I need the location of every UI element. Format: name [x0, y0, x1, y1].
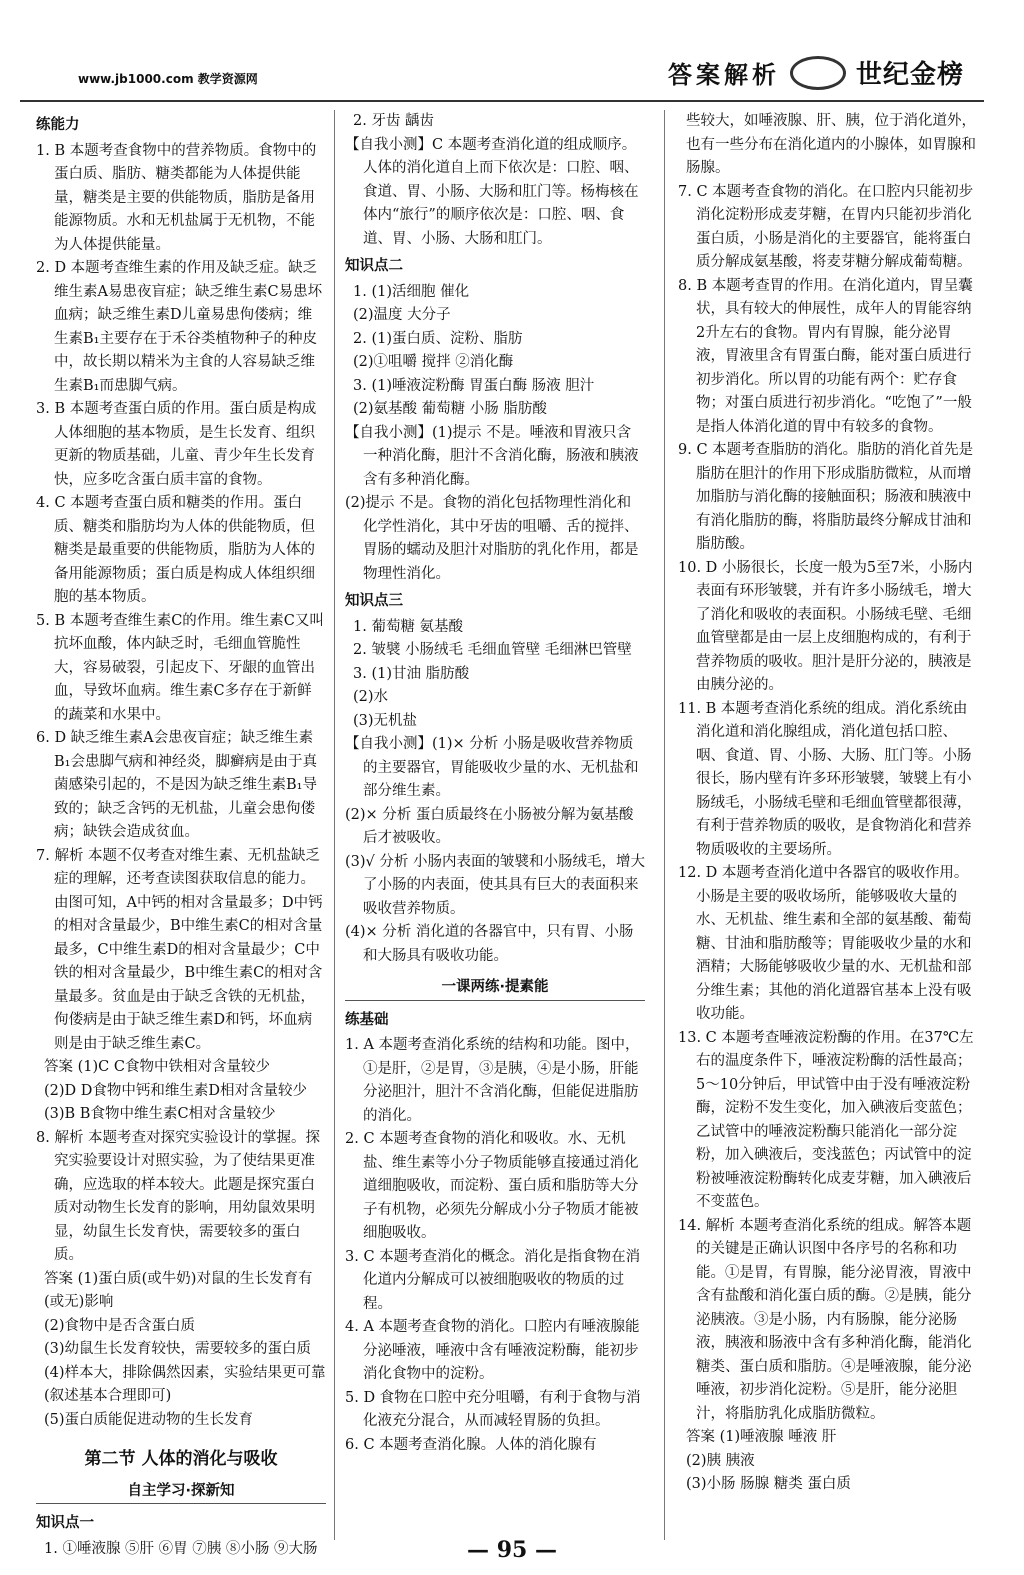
answer-paragraph: (2)氨基酸 葡萄糖 小肠 脂肪酸 — [353, 401, 547, 417]
answer-paragraph: 14. 解析 本题考查消化系统的组成。解答本题的关键是正确认识图中各序号的名称和功能。①是胃，有胃腺，能分泌胃液，胃液中含有盐酸和消化蛋白质的酶。②是胰，能分泌胰液。③是小肠，内有肠腺，能分泌肠液，胰液和肠液中含有多种消化酶，能消化糖类、蛋白质和脂肪。④是唾液腺，能分泌唾液，初步消化淀粉。⑤是肝，能分泌胆汁，将脂肪乳化成脂肪微粒。 — [678, 1217, 972, 1422]
answer-paragraph: 2. (1)蛋白质、淀粉、脂肪 — [353, 330, 523, 347]
answer-paragraph: 2. D 本题考查维生素的作用及缺乏症。缺乏维生素A易患夜盲症；缺乏维生素C易患坏血病；缺乏维生素D儿童易患佝偻病；维生素B₁主要存在于禾谷类植物种子的种皮中，故长期以精米为主食的人容易缺乏维生素B₁而患脚气病。 — [36, 260, 323, 394]
answer-paragraph: (2)水 — [353, 689, 389, 705]
column-divider — [664, 110, 665, 1540]
answer-paragraph: 1. B 本题考查食物中的营养物质。食物中的蛋白质、脂肪、糖类都能为人体提供能量，糖类是主要的供能物质，脂肪是备用能源物质。水和无机盐属于无机物，不能为人体提供能量。 — [36, 142, 317, 253]
answer-paragraph: 1. ①唾液腺 ⑤肝 ⑥胃 ⑦胰 ⑧小肠 ⑨大肠 — [44, 1540, 318, 1557]
answer-paragraph: 12. D 本题考查消化道中各器官的吸收作用。小肠是主要的吸收场所，能够吸收大量的水、无机盐、维生素和全部的氨基酸、葡萄糖、甘油和脂肪酸等；胃能吸收少量的水和酒精；大肠能够吸收少量的水、无机盐和部分维生素；其他的消化道器官基本上没有吸收功能。 — [678, 865, 972, 1022]
answer-paragraph: 3. (1)甘油 脂肪酸 — [353, 665, 470, 682]
answer-paragraph: 7. 解析 本题不仅考查对维生素、无机盐缺乏症的理解，还考查读图获取信息的能力。由图可知，A中钙的相对含量最多；D中钙的相对含量最少，B中维生素C的相对含量最多，C中维生素D的相对含量最少；C中铁的相对含量最少，B中维生素C的相对含量最多。贫血是由于缺乏含铁的无机盐，佝偻病是由于缺乏维生素D和钙，坏血病则是由于缺乏维生素C。 — [36, 847, 323, 1052]
answer-paragraph: (3)幼鼠生长发育较快，需要较多的蛋白质 — [44, 1341, 312, 1357]
answer-paragraph: (5)蛋白质能促进动物的生长发育 — [44, 1411, 254, 1428]
answer-paragraph: 3. (1)唾液淀粉酶 胃蛋白酶 肠液 胆汁 — [353, 377, 595, 394]
answer-paragraph: (3)√ 分析 小肠内表面的皱襞和小肠绒毛，增大了小肠的内表面，使其具有巨大的表面积来吸收营养物质。 — [345, 853, 645, 917]
answer-paragraph: (2)①咀嚼 搅拌 ②消化酶 — [353, 354, 514, 370]
section-heading: 知识点三 — [345, 593, 403, 609]
answer-paragraph: 2. 皱襞 小肠绒毛 毛细血管壁 毛细淋巴管壁 — [353, 642, 632, 658]
section-heading: 知识点二 — [345, 258, 403, 274]
answer-paragraph: 3. B 本题考查蛋白质的作用。蛋白质是构成人体细胞的基本物质，是生长发育、组织更新的物质基础，儿童、青少年生长发育快，应多吃含蛋白质丰富的食物。 — [36, 401, 317, 488]
column-1 — [36, 110, 326, 1561]
answer-paragraph: (3)小肠 肠腺 糖类 蛋白质 — [686, 1476, 851, 1492]
section-banner: 自主学习·探新知 — [36, 1480, 326, 1505]
answer-paragraph: 些较大，如唾液腺、肝、胰，位于消化道外，也有一些分布在消化道内的小腺体，如胃腺和肠腺。 — [686, 113, 976, 176]
answer-paragraph: 9. C 本题考查脂肪的消化。脂肪的消化首先是脂肪在胆汁的作用下形成脂肪微粒，从而增加脂肪与消化酶的接触面积；肠液和胰液中有消化脂肪的酶，将脂肪最终分解成甘油和脂肪酸。 — [678, 442, 974, 552]
chapter-title: 第二节 人体的消化与吸收 — [84, 1449, 278, 1469]
answer-paragraph: 11. B 本题考查消化系统的组成。消化系统由消化道和消化腺组成，消化道包括口腔、咽、食道、胃、小肠、大肠、肛门等。小肠很长，肠内壁有许多环形皱襞，皱襞上有小肠绒毛，小肠绒毛壁和毛细血管壁都很薄，有利于营养物质的吸收，是食物消化和营养物质吸收的主要场所。 — [678, 700, 972, 858]
answer-paragraph: 6. C 本题考查消化腺。人体的消化腺有 — [345, 1436, 597, 1453]
answer-paragraph: (3)B B食物中维生素C相对含量较少 — [44, 1106, 276, 1122]
answer-paragraph: 7. C 本题考查食物的消化。在口腔内只能初步消化淀粉形成麦芽糖，在胃内只能初步消化蛋白质，小肠是消化的主要器官，能将蛋白质分解成氨基酸，将麦芽糖分解成葡萄糖。 — [678, 183, 974, 270]
section-heading: 知识点一 — [36, 1515, 94, 1531]
header-rule — [20, 100, 984, 102]
answer-paragraph: 5. B 本题考查维生素C的作用。维生素C又叫抗坏血酸，体内缺乏时，毛细血管脆性大，容易破裂，引起皮下、牙龈的血管出血，导致坏血病。维生素C多存在于新鲜的蔬菜和水果中。 — [36, 612, 324, 723]
page-header — [0, 0, 1024, 104]
answer-paragraph: (2)胰 胰液 — [686, 1452, 755, 1469]
answer-paragraph: (4)样本大，排除偶然因素，实验结果更可靠(叙述基本合理即可) — [44, 1364, 326, 1404]
answer-paragraph: 8. B 本题考查胃的作用。在消化道内，胃呈囊状，具有较大的伸展性，成年人的胃能容纳2升左右的食物。胃内有胃腺，能分泌胃液，胃液里含有胃蛋白酶，能对蛋白质进行初步消化。所以胃的功能有两个：贮存食物；对蛋白质进行初步消化。“吃饱了”一般是指人体消化道的胃中有较多的食物。 — [678, 277, 973, 435]
answer-paragraph: (2)× 分析 蛋白质最终在小肠被分解为氨基酸后才被吸收。 — [345, 806, 634, 846]
answer-paragraph: 1. A 本题考查消化系统的结构和功能。图中，①是肝，②是胃，③是胰，④是小肠，肝能分泌胆汁，胆汁不含消化酶，但能促进脂肪的消化。 — [345, 1037, 640, 1124]
answer-paragraph: 答案 (1)蛋白质(或牛奶)对鼠的生长发育有(或无)影响 — [44, 1270, 313, 1310]
column-divider — [334, 110, 335, 1540]
answer-paragraph: (4)× 分析 消化道的各器官中，只有胃、小肠和大肠具有吸收功能。 — [345, 924, 634, 964]
answer-paragraph: 5. D 食物在口腔中充分咀嚼，有利于食物与消化液充分混合，从而减轻胃肠的负担。 — [345, 1389, 641, 1429]
answer-paragraph: (2)D D食物中钙和维生素D相对含量较少 — [44, 1082, 308, 1099]
answer-paragraph: 2. C 本题考查食物的消化和吸收。水、无机盐、维生素等小分子物质能够直接通过消化道细胞吸收，而淀粉、蛋白质和脂肪等大分子有机物，必须先分解成小分子物质才能被细胞吸收。 — [345, 1131, 639, 1241]
answer-paragraph: 10. D 小肠很长，长度一般为5至7米，小肠内表面有环形皱襞，并有许多小肠绒毛，增大了消化和吸收的表面积。小肠绒毛壁、毛细血管壁都是由一层上皮细胞构成的，有利于营养物质的吸收。胆汁是肝分泌的，胰液是由胰分泌的。 — [678, 559, 973, 693]
column-3 — [678, 110, 978, 1497]
section-banner: 一课两练·提素能 — [345, 976, 645, 1001]
answer-paragraph: 答案 (1)C C食物中铁相对含量较少 — [44, 1059, 270, 1075]
answer-paragraph: 【自我小测】(1)× 分析 小肠是吸收营养物质的主要器官，胃能吸收少量的水、无机盐和部分维生素。 — [345, 736, 639, 799]
answer-paragraph: 2. 牙齿 龋齿 — [353, 113, 435, 129]
page-number: — 95 — — [467, 1537, 557, 1563]
answer-paragraph: 4. A 本题考查食物的消化。口腔内有唾液腺能分泌唾液，唾液中含有唾液淀粉酶，能初步消化食物中的淀粉。 — [345, 1319, 640, 1382]
section-label: 答案解析 — [667, 61, 780, 89]
answer-paragraph: 6. D 缺乏维生素A会患夜盲症；缺乏维生素B₁会患脚气病和神经炎，脚癣病是由于真菌感染引起的，不是因为缺乏维生素B₁导致的；缺乏含钙的无机盐，儿童会患佝偻病；缺铁会造成贫血。 — [36, 730, 317, 840]
site-url: www.jb1000.com 教学资源网 — [78, 72, 258, 86]
section-heading: 练基础 — [345, 1011, 389, 1028]
answer-paragraph: (2)食物中是否含蛋白质 — [44, 1317, 196, 1334]
answer-paragraph: 1. (1)活细胞 催化 — [353, 283, 470, 300]
answer-paragraph: (2)温度 大分子 — [353, 307, 451, 323]
answer-paragraph: 【自我小测】(1)提示 不是。唾液和胃液只含一种消化酶，胆汁不含消化酶，肠液和胰液含有多种消化酶。 — [345, 424, 639, 488]
answer-paragraph: (3)无机盐 — [353, 712, 418, 729]
brand-logo-icon — [790, 56, 846, 90]
section-heading: 练能力 — [36, 117, 80, 133]
answer-paragraph: 3. C 本题考查消化的概念。消化是指食物在消化道内分解成可以被细胞吸收的物质的过程。 — [345, 1248, 641, 1312]
answer-paragraph: 答案 (1)唾液腺 唾液 肝 — [686, 1429, 837, 1445]
answer-paragraph: 4. C 本题考查蛋白质和糖类的作用。蛋白质、糖类和脂肪均为人体的供能物质，但糖类是最重要的供能物质，脂肪为人体的备用能源物质；蛋白质是构成人体组织细胞的基本物质。 — [36, 495, 315, 605]
answer-paragraph: (2)提示 不是。食物的消化包括物理性消化和化学性消化，其中牙齿的咀嚼、舌的搅拌、胃肠的蠕动及胆汁对脂肪的乳化作用，都是物理性消化。 — [345, 495, 639, 582]
answer-paragraph: 13. C 本题考查唾液淀粉酶的作用。在37℃左右的温度条件下，唾液淀粉酶的活性最高；5～10分钟后，甲试管中由于没有唾液淀粉酶，淀粉不发生变化，加入碘液后变蓝色；乙试管中的唾液淀粉酶只能消化一部分淀粉，加入碘液后，变浅蓝色；丙试管中的淀粉被唾液淀粉酶转化成麦芽糖，加入碘液后不变蓝色。 — [678, 1029, 974, 1210]
header-right — [668, 54, 964, 91]
answer-paragraph: 8. 解析 本题考查对探究实验设计的掌握。探究实验要设计对照实验，为了使结果更准确，应选取的样本较大。此题是探究蛋白质对动物生长发育的影响，用幼鼠效果明显，幼鼠生长发育快，需要较多的蛋白质。 — [36, 1129, 321, 1263]
brand-name: 世纪金榜 — [855, 60, 964, 90]
answer-paragraph: 1. 葡萄糖 氨基酸 — [353, 618, 464, 635]
answer-paragraph: 【自我小测】C 本题考查消化道的组成顺序。人体的消化道自上而下依次是：口腔、咽、食道、胃、小肠、大肠和肛门等。杨梅核在体内“旅行”的顺序依次是：口腔、咽、食道、胃、小肠、大肠和肛门。 — [345, 136, 639, 247]
column-2 — [345, 110, 645, 1457]
